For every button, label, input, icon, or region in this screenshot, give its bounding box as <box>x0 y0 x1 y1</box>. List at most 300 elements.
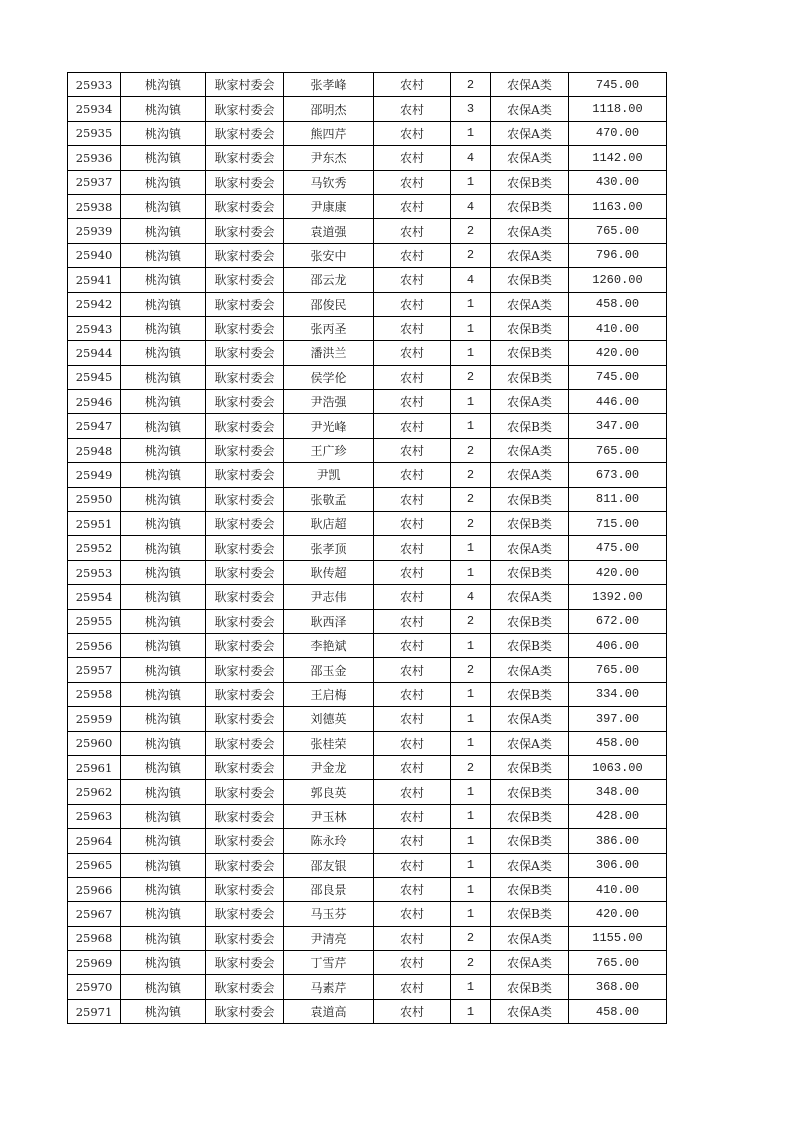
person-name-cell: 刘德英 <box>284 707 374 731</box>
table-row <box>68 97 667 121</box>
table-row <box>68 804 667 828</box>
village-committee-cell: 耿家村委会 <box>206 512 284 536</box>
record-id-cell: 25962 <box>68 780 121 804</box>
person-name-cell: 丁雪芹 <box>284 951 374 975</box>
member-count-cell: 1 <box>451 633 491 657</box>
table-row <box>68 829 667 853</box>
record-id-cell: 25970 <box>68 975 121 999</box>
amount-cell: 673.00 <box>569 463 667 487</box>
household-type-cell: 农村 <box>374 731 451 755</box>
person-name-cell: 尹浩强 <box>284 390 374 414</box>
town-cell: 桃沟镇 <box>121 97 206 121</box>
insurance-category-cell: 农保B类 <box>491 682 569 706</box>
person-name-cell: 邵友银 <box>284 853 374 877</box>
town-cell: 桃沟镇 <box>121 853 206 877</box>
table-row <box>68 585 667 609</box>
member-count-cell: 1 <box>451 414 491 438</box>
table-row <box>68 487 667 511</box>
town-cell: 桃沟镇 <box>121 877 206 901</box>
household-type-cell: 农村 <box>374 804 451 828</box>
insurance-category-cell: 农保B类 <box>491 975 569 999</box>
household-type-cell: 农村 <box>374 438 451 462</box>
table-row <box>68 853 667 877</box>
village-committee-cell: 耿家村委会 <box>206 682 284 706</box>
household-type-cell: 农村 <box>374 877 451 901</box>
insurance-category-cell: 农保A类 <box>491 219 569 243</box>
record-id-cell: 25956 <box>68 633 121 657</box>
household-type-cell: 农村 <box>374 560 451 584</box>
household-type-cell: 农村 <box>374 585 451 609</box>
insurance-category-cell: 农保A类 <box>491 658 569 682</box>
person-name-cell: 耿西泽 <box>284 609 374 633</box>
village-committee-cell: 耿家村委会 <box>206 414 284 438</box>
person-name-cell: 陈永玲 <box>284 829 374 853</box>
insurance-category-cell: 农保B类 <box>491 170 569 194</box>
record-id-cell: 25945 <box>68 365 121 389</box>
table-row <box>68 536 667 560</box>
table-row <box>68 731 667 755</box>
member-count-cell: 1 <box>451 707 491 731</box>
record-id-cell: 25935 <box>68 121 121 145</box>
village-committee-cell: 耿家村委会 <box>206 316 284 340</box>
insurance-category-cell: 农保B类 <box>491 194 569 218</box>
insurance-category-cell: 农保A类 <box>491 121 569 145</box>
insurance-category-cell: 农保B类 <box>491 780 569 804</box>
table-row <box>68 633 667 657</box>
amount-cell: 1155.00 <box>569 926 667 950</box>
table-row <box>68 268 667 292</box>
table-row <box>68 170 667 194</box>
town-cell: 桃沟镇 <box>121 829 206 853</box>
town-cell: 桃沟镇 <box>121 975 206 999</box>
member-count-cell: 1 <box>451 853 491 877</box>
town-cell: 桃沟镇 <box>121 170 206 194</box>
member-count-cell: 1 <box>451 536 491 560</box>
household-type-cell: 农村 <box>374 73 451 97</box>
table-row <box>68 438 667 462</box>
record-id-cell: 25964 <box>68 829 121 853</box>
village-committee-cell: 耿家村委会 <box>206 877 284 901</box>
person-name-cell: 张孝顶 <box>284 536 374 560</box>
record-id-cell: 25942 <box>68 292 121 316</box>
person-name-cell: 张丙圣 <box>284 316 374 340</box>
table-body <box>68 73 667 1024</box>
member-count-cell: 1 <box>451 121 491 145</box>
table-row <box>68 194 667 218</box>
person-name-cell: 尹志伟 <box>284 585 374 609</box>
household-type-cell: 农村 <box>374 707 451 731</box>
amount-cell: 348.00 <box>569 780 667 804</box>
member-count-cell: 1 <box>451 829 491 853</box>
member-count-cell: 1 <box>451 731 491 755</box>
amount-cell: 458.00 <box>569 292 667 316</box>
amount-cell: 1260.00 <box>569 268 667 292</box>
amount-cell: 1163.00 <box>569 194 667 218</box>
table-row <box>68 463 667 487</box>
record-id-cell: 25969 <box>68 951 121 975</box>
table-row <box>68 121 667 145</box>
table-row <box>68 707 667 731</box>
record-id-cell: 25951 <box>68 512 121 536</box>
person-name-cell: 尹清亮 <box>284 926 374 950</box>
town-cell: 桃沟镇 <box>121 487 206 511</box>
person-name-cell: 耿传超 <box>284 560 374 584</box>
village-committee-cell: 耿家村委会 <box>206 390 284 414</box>
insurance-category-cell: 农保A类 <box>491 73 569 97</box>
village-committee-cell: 耿家村委会 <box>206 902 284 926</box>
insurance-category-cell: 农保A类 <box>491 951 569 975</box>
table-row <box>68 780 667 804</box>
town-cell: 桃沟镇 <box>121 316 206 340</box>
town-cell: 桃沟镇 <box>121 780 206 804</box>
insurance-category-cell: 农保A类 <box>491 243 569 267</box>
member-count-cell: 2 <box>451 73 491 97</box>
insurance-category-cell: 农保B类 <box>491 341 569 365</box>
household-type-cell: 农村 <box>374 487 451 511</box>
amount-cell: 470.00 <box>569 121 667 145</box>
household-type-cell: 农村 <box>374 365 451 389</box>
amount-cell: 1142.00 <box>569 146 667 170</box>
table-row <box>68 365 667 389</box>
person-name-cell: 熊四芹 <box>284 121 374 145</box>
record-id-cell: 25965 <box>68 853 121 877</box>
table-row <box>68 414 667 438</box>
amount-cell: 420.00 <box>569 560 667 584</box>
insurance-category-cell: 农保B类 <box>491 487 569 511</box>
table-row <box>68 755 667 779</box>
member-count-cell: 1 <box>451 170 491 194</box>
member-count-cell: 1 <box>451 999 491 1023</box>
household-type-cell: 农村 <box>374 170 451 194</box>
village-committee-cell: 耿家村委会 <box>206 755 284 779</box>
person-name-cell: 邵俊民 <box>284 292 374 316</box>
village-committee-cell: 耿家村委会 <box>206 829 284 853</box>
record-id-cell: 25961 <box>68 755 121 779</box>
amount-cell: 347.00 <box>569 414 667 438</box>
town-cell: 桃沟镇 <box>121 219 206 243</box>
town-cell: 桃沟镇 <box>121 609 206 633</box>
village-committee-cell: 耿家村委会 <box>206 194 284 218</box>
table-row <box>68 243 667 267</box>
person-name-cell: 王广珍 <box>284 438 374 462</box>
member-count-cell: 2 <box>451 658 491 682</box>
village-committee-cell: 耿家村委会 <box>206 707 284 731</box>
town-cell: 桃沟镇 <box>121 365 206 389</box>
town-cell: 桃沟镇 <box>121 658 206 682</box>
town-cell: 桃沟镇 <box>121 585 206 609</box>
table-row <box>68 512 667 536</box>
amount-cell: 458.00 <box>569 731 667 755</box>
table-row <box>68 682 667 706</box>
amount-cell: 420.00 <box>569 902 667 926</box>
member-count-cell: 2 <box>451 243 491 267</box>
person-name-cell: 马钦秀 <box>284 170 374 194</box>
village-committee-cell: 耿家村委会 <box>206 97 284 121</box>
household-type-cell: 农村 <box>374 341 451 365</box>
record-id-cell: 25949 <box>68 463 121 487</box>
village-committee-cell: 耿家村委会 <box>206 560 284 584</box>
insurance-category-cell: 农保A类 <box>491 536 569 560</box>
table-row <box>68 146 667 170</box>
member-count-cell: 4 <box>451 268 491 292</box>
household-type-cell: 农村 <box>374 414 451 438</box>
person-name-cell: 张桂荣 <box>284 731 374 755</box>
record-id-cell: 25952 <box>68 536 121 560</box>
household-type-cell: 农村 <box>374 121 451 145</box>
member-count-cell: 2 <box>451 463 491 487</box>
record-id-cell: 25947 <box>68 414 121 438</box>
household-type-cell: 农村 <box>374 219 451 243</box>
insurance-category-cell: 农保B类 <box>491 365 569 389</box>
table-row <box>68 658 667 682</box>
amount-cell: 715.00 <box>569 512 667 536</box>
record-id-cell: 25937 <box>68 170 121 194</box>
member-count-cell: 2 <box>451 487 491 511</box>
village-committee-cell: 耿家村委会 <box>206 731 284 755</box>
insurance-category-cell: 农保A类 <box>491 146 569 170</box>
town-cell: 桃沟镇 <box>121 390 206 414</box>
village-committee-cell: 耿家村委会 <box>206 585 284 609</box>
member-count-cell: 4 <box>451 146 491 170</box>
amount-cell: 672.00 <box>569 609 667 633</box>
table-row <box>68 73 667 97</box>
household-type-cell: 农村 <box>374 512 451 536</box>
person-name-cell: 张孝峰 <box>284 73 374 97</box>
person-name-cell: 尹东杰 <box>284 146 374 170</box>
insurance-category-cell: 农保B类 <box>491 414 569 438</box>
household-type-cell: 农村 <box>374 390 451 414</box>
record-id-cell: 25955 <box>68 609 121 633</box>
amount-cell: 334.00 <box>569 682 667 706</box>
village-committee-cell: 耿家村委会 <box>206 487 284 511</box>
insurance-category-cell: 农保A类 <box>491 292 569 316</box>
record-id-cell: 25963 <box>68 804 121 828</box>
table-row <box>68 560 667 584</box>
table-row <box>68 902 667 926</box>
town-cell: 桃沟镇 <box>121 951 206 975</box>
village-committee-cell: 耿家村委会 <box>206 121 284 145</box>
town-cell: 桃沟镇 <box>121 73 206 97</box>
town-cell: 桃沟镇 <box>121 536 206 560</box>
village-committee-cell: 耿家村委会 <box>206 365 284 389</box>
town-cell: 桃沟镇 <box>121 414 206 438</box>
member-count-cell: 1 <box>451 902 491 926</box>
person-name-cell: 侯学伦 <box>284 365 374 389</box>
amount-cell: 406.00 <box>569 633 667 657</box>
table-row <box>68 219 667 243</box>
village-committee-cell: 耿家村委会 <box>206 170 284 194</box>
insurance-category-cell: 农保B类 <box>491 268 569 292</box>
insurance-category-cell: 农保A类 <box>491 585 569 609</box>
record-id-cell: 25957 <box>68 658 121 682</box>
amount-cell: 410.00 <box>569 316 667 340</box>
person-name-cell: 袁道强 <box>284 219 374 243</box>
village-committee-cell: 耿家村委会 <box>206 219 284 243</box>
household-type-cell: 农村 <box>374 926 451 950</box>
insurance-category-cell: 农保A类 <box>491 707 569 731</box>
table-row <box>68 292 667 316</box>
table-row <box>68 951 667 975</box>
household-type-cell: 农村 <box>374 755 451 779</box>
table-row <box>68 877 667 901</box>
person-name-cell: 马素芹 <box>284 975 374 999</box>
household-type-cell: 农村 <box>374 316 451 340</box>
household-type-cell: 农村 <box>374 633 451 657</box>
household-type-cell: 农村 <box>374 609 451 633</box>
town-cell: 桃沟镇 <box>121 560 206 584</box>
record-id-cell: 25939 <box>68 219 121 243</box>
amount-cell: 745.00 <box>569 365 667 389</box>
record-id-cell: 25941 <box>68 268 121 292</box>
town-cell: 桃沟镇 <box>121 512 206 536</box>
amount-cell: 1392.00 <box>569 585 667 609</box>
village-committee-cell: 耿家村委会 <box>206 926 284 950</box>
member-count-cell: 1 <box>451 780 491 804</box>
village-committee-cell: 耿家村委会 <box>206 999 284 1023</box>
town-cell: 桃沟镇 <box>121 268 206 292</box>
amount-cell: 1063.00 <box>569 755 667 779</box>
member-count-cell: 1 <box>451 292 491 316</box>
person-name-cell: 王启梅 <box>284 682 374 706</box>
person-name-cell: 邵玉金 <box>284 658 374 682</box>
record-id-cell: 25967 <box>68 902 121 926</box>
amount-cell: 765.00 <box>569 658 667 682</box>
village-committee-cell: 耿家村委会 <box>206 243 284 267</box>
household-type-cell: 农村 <box>374 951 451 975</box>
record-id-cell: 25950 <box>68 487 121 511</box>
insurance-category-cell: 农保B类 <box>491 560 569 584</box>
member-count-cell: 2 <box>451 512 491 536</box>
village-committee-cell: 耿家村委会 <box>206 73 284 97</box>
table-row <box>68 390 667 414</box>
insurance-category-cell: 农保A类 <box>491 97 569 121</box>
town-cell: 桃沟镇 <box>121 633 206 657</box>
person-name-cell: 袁道高 <box>284 999 374 1023</box>
town-cell: 桃沟镇 <box>121 146 206 170</box>
amount-cell: 765.00 <box>569 438 667 462</box>
insurance-category-cell: 农保A类 <box>491 438 569 462</box>
village-committee-cell: 耿家村委会 <box>206 804 284 828</box>
record-id-cell: 25936 <box>68 146 121 170</box>
member-count-cell: 1 <box>451 877 491 901</box>
record-id-cell: 25953 <box>68 560 121 584</box>
insurance-category-cell: 农保A类 <box>491 731 569 755</box>
record-id-cell: 25943 <box>68 316 121 340</box>
member-count-cell: 4 <box>451 194 491 218</box>
record-id-cell: 25946 <box>68 390 121 414</box>
village-committee-cell: 耿家村委会 <box>206 463 284 487</box>
insurance-category-cell: 农保A类 <box>491 463 569 487</box>
household-type-cell: 农村 <box>374 268 451 292</box>
person-name-cell: 邵云龙 <box>284 268 374 292</box>
village-committee-cell: 耿家村委会 <box>206 951 284 975</box>
insurance-category-cell: 农保A类 <box>491 853 569 877</box>
record-id-cell: 25960 <box>68 731 121 755</box>
village-committee-cell: 耿家村委会 <box>206 536 284 560</box>
insurance-category-cell: 农保A类 <box>491 926 569 950</box>
member-count-cell: 1 <box>451 560 491 584</box>
record-id-cell: 25958 <box>68 682 121 706</box>
town-cell: 桃沟镇 <box>121 731 206 755</box>
table-row <box>68 999 667 1023</box>
table-row <box>68 316 667 340</box>
household-type-cell: 农村 <box>374 902 451 926</box>
amount-cell: 420.00 <box>569 341 667 365</box>
table-row <box>68 926 667 950</box>
record-id-cell: 25971 <box>68 999 121 1023</box>
records-table <box>67 72 667 1024</box>
table-row <box>68 341 667 365</box>
village-committee-cell: 耿家村委会 <box>206 658 284 682</box>
household-type-cell: 农村 <box>374 463 451 487</box>
amount-cell: 1118.00 <box>569 97 667 121</box>
household-type-cell: 农村 <box>374 682 451 706</box>
member-count-cell: 1 <box>451 682 491 706</box>
person-name-cell: 潘洪兰 <box>284 341 374 365</box>
village-committee-cell: 耿家村委会 <box>206 853 284 877</box>
town-cell: 桃沟镇 <box>121 438 206 462</box>
insurance-category-cell: 农保B类 <box>491 755 569 779</box>
record-id-cell: 25968 <box>68 926 121 950</box>
person-name-cell: 尹凯 <box>284 463 374 487</box>
insurance-category-cell: 农保B类 <box>491 316 569 340</box>
amount-cell: 428.00 <box>569 804 667 828</box>
village-committee-cell: 耿家村委会 <box>206 341 284 365</box>
amount-cell: 811.00 <box>569 487 667 511</box>
person-name-cell: 邵良景 <box>284 877 374 901</box>
household-type-cell: 农村 <box>374 194 451 218</box>
household-type-cell: 农村 <box>374 975 451 999</box>
member-count-cell: 1 <box>451 975 491 999</box>
record-id-cell: 25966 <box>68 877 121 901</box>
person-name-cell: 李艳斌 <box>284 633 374 657</box>
town-cell: 桃沟镇 <box>121 926 206 950</box>
record-id-cell: 25959 <box>68 707 121 731</box>
record-id-cell: 25944 <box>68 341 121 365</box>
insurance-category-cell: 农保B类 <box>491 512 569 536</box>
amount-cell: 386.00 <box>569 829 667 853</box>
household-type-cell: 农村 <box>374 97 451 121</box>
member-count-cell: 2 <box>451 365 491 389</box>
amount-cell: 397.00 <box>569 707 667 731</box>
town-cell: 桃沟镇 <box>121 804 206 828</box>
person-name-cell: 邵明杰 <box>284 97 374 121</box>
member-count-cell: 2 <box>451 926 491 950</box>
member-count-cell: 2 <box>451 219 491 243</box>
person-name-cell: 尹光峰 <box>284 414 374 438</box>
amount-cell: 475.00 <box>569 536 667 560</box>
table-row <box>68 975 667 999</box>
insurance-category-cell: 农保B类 <box>491 902 569 926</box>
amount-cell: 306.00 <box>569 853 667 877</box>
town-cell: 桃沟镇 <box>121 194 206 218</box>
member-count-cell: 2 <box>451 951 491 975</box>
member-count-cell: 2 <box>451 609 491 633</box>
household-type-cell: 农村 <box>374 536 451 560</box>
household-type-cell: 农村 <box>374 999 451 1023</box>
village-committee-cell: 耿家村委会 <box>206 780 284 804</box>
town-cell: 桃沟镇 <box>121 707 206 731</box>
town-cell: 桃沟镇 <box>121 902 206 926</box>
insurance-category-cell: 农保A类 <box>491 390 569 414</box>
member-count-cell: 2 <box>451 755 491 779</box>
town-cell: 桃沟镇 <box>121 999 206 1023</box>
record-id-cell: 25933 <box>68 73 121 97</box>
amount-cell: 765.00 <box>569 219 667 243</box>
person-name-cell: 耿店超 <box>284 512 374 536</box>
household-type-cell: 农村 <box>374 658 451 682</box>
person-name-cell: 张敬孟 <box>284 487 374 511</box>
